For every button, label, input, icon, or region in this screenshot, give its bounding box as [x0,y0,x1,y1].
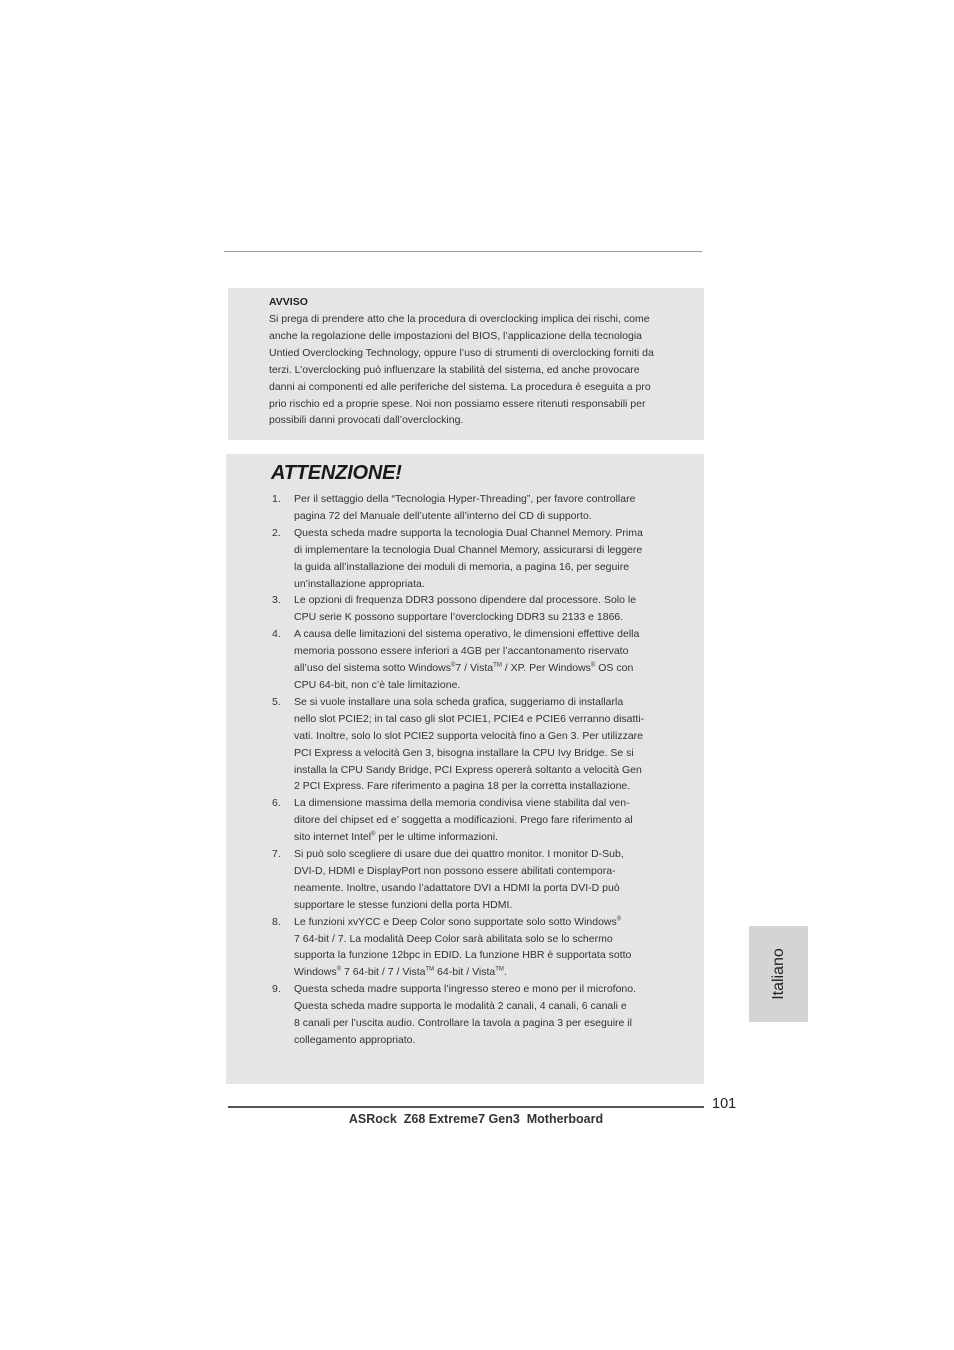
trademark-mark: ® [450,662,456,669]
trademark-mark: TM [493,662,502,669]
trademark-mark: ® [371,831,376,838]
list-item-text: Le opzioni di frequenza DDR3 possono dipendere dal processore. Solo le CPU serie K possono supportare l’overclocking DDR3 su 2133 e 1866. [294,594,637,624]
list-item-text [294,626,674,694]
footer-divider [228,1106,704,1108]
list-item-number: 5. [272,695,281,708]
avviso-notice-box [228,288,704,440]
list-item-number: 7. [272,848,281,861]
list-item [226,694,704,795]
avviso-title: AVVISO [269,296,308,308]
list-item-number: 3. [272,594,281,607]
avviso-body: Si prega di prendere atto che la procedura di overclocking implica dei rischi, come anche la regolazione delle impostazioni del BIOS, l’applicazione della tecnologia Untied Overclocking Technology, oppure l’uso di strumenti di overclocking forniti da terzi. L’overclocking può influenzare la stabilità del sistema, ed anche provocare danni ai componenti ed alle periferiche del sistema. La procedura è eseguita a pro prio rischio ed a proprie spese. Noi non possiamo essere ritenuti responsabili per possibili danni provocati dall’overclocking. [269,313,654,427]
list-item [226,626,704,694]
list-item-text-part: 7 64-bit / 7. La modalità Deep Color sarà abilitata solo se lo schermo supporta la funzione 12bpc in EDID. La funzione HBR è supportata sotto Windows [294,932,632,979]
attenzione-box [226,454,704,1084]
list-item [226,592,704,626]
list-item-text [294,914,674,982]
list-item-text-part: 7 64-bit / 7 / Vista [341,966,426,979]
list-item-number: 4. [272,628,281,641]
trademark-mark: ® [336,966,342,973]
list-item [226,914,704,982]
list-item-text-part: La dimensione massima della memoria condivisa viene stabilita dal ven- ditore del chipset ed e’ soggetta a modificazioni. Prego fare riferimento al sito internet Intel [294,797,633,844]
list-item-text [294,795,674,846]
header-divider [224,251,702,252]
list-item-text: Questa scheda madre supporta la tecnologia Dual Channel Memory. Prima di implementare la tecnologia Dual Channel Memory, assicurarsi di leggere la guida all’installazione dei moduli di memoria, a pagina 16, per seguire un’installazione appropriata. [294,526,643,590]
list-item-text-part: 64-bit / Vista [434,966,496,979]
list-item-text-part: / XP. Per Windows [501,662,591,675]
language-tab-label: Italiano [769,948,787,1000]
list-item-text-part: OS con CPU 64-bit, non c’è tale limitazione. [294,662,634,691]
list-item-text-part: A causa delle limitazioni del sistema operativo, le dimensioni effettive della memoria possono essere inferiori a 4GB per l’accantonamento riservato all’uso del sistema sotto Windows [294,628,640,675]
list-item-text-part: 7 / Vista [455,662,494,675]
footer-title: ASRock Z68 Extreme7 Gen3 Motherboard [348,1112,604,1126]
page-number: 101 [712,1096,737,1112]
list-item-text: Questa scheda madre supporta l’ingresso stereo e mono per il microfono. Questa scheda madre supporta le modalità 2 canali, 4 canali, 6 canali e 8 canali per l’uscita audio. Controllare la tavola a pagina 3 per eseguire il collegamento appropriato. [294,983,637,1046]
list-item [226,525,704,593]
language-tab [749,926,808,1022]
trademark-mark: TM [495,966,504,973]
list-item-text-part: Le funzioni xvYCC e Deep Color sono supportate solo sotto Windows [294,915,617,928]
list-item-text: Per il settaggio della “Tecnologia Hyper-Threading”, per favore controllare pagina 72 del Manuale dell’utente all’interno del CD di supporto. [294,493,636,522]
list-item [226,981,704,1049]
trademark-mark: ® [590,662,596,669]
list-item-text-part: per le ultime informazioni. [375,831,499,844]
attenzione-list [226,491,704,1049]
list-item-text: Si può solo scegliere di usare due dei quattro monitor. I monitor D-Sub, DVI-D, HDMI e DisplayPort non possono essere abilitati contempora- neamente. Inoltre, usando l’adattatore DVI a HDMI la porta DVI-D può supportare le stesse funzioni della porta HDMI. [294,848,624,911]
trademark-mark: ® [616,916,622,923]
list-item-number: 1. [272,493,281,505]
list-item-number: 2. [272,526,281,539]
list-item-text-part: . [503,966,507,979]
list-item-number: 6. [272,797,281,810]
trademark-mark: TM [425,966,435,973]
list-item-number: 8. [272,915,281,928]
list-item [226,846,704,914]
attenzione-title: ATTENZIONE! [271,462,402,484]
list-item [226,491,704,525]
list-item [226,795,704,846]
list-item-text: Se si vuole installare una sola scheda grafica, suggeriamo di installarla nello slot PCIE2; in tal caso gli slot PCIE1, PCIE4 e PCIE6 verranno disatti- vati. Inoltre, solo lo slot PCIE2 supporta velocità fino a Gen 3. Per utilizzare PCI Express a velocità Gen 3, bisogna installare la CPU Ivy Bridge. Se si installa la CPU Sandy Bridge, PCI Express opererà soltanto a velocità Gen 2 PCI Express. Fare riferimento a pagina 18 per la corretta installazione. [294,695,645,793]
list-item-number: 9. [272,983,281,996]
